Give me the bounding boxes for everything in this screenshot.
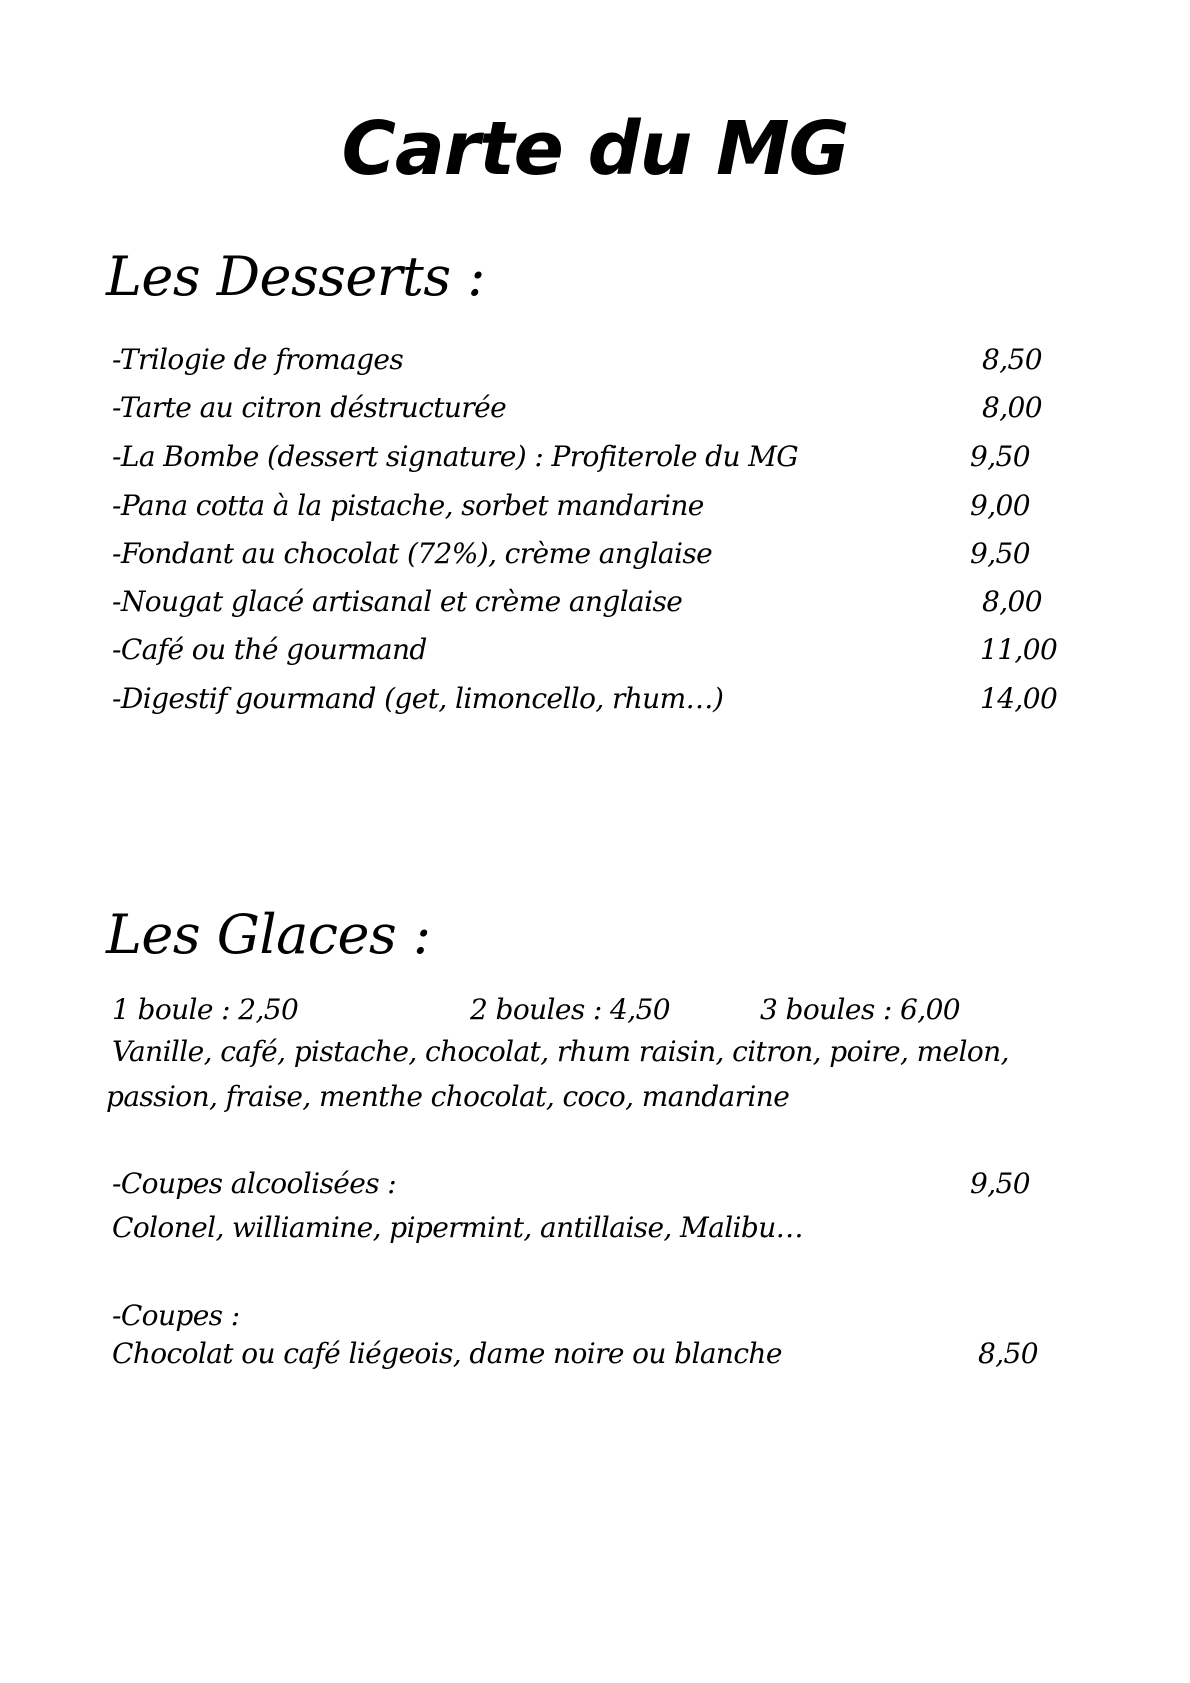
dessert-item <box>112 585 1072 624</box>
coupes-alcoolisees-detail: Colonel, williamine, pipermint, antillaise, Malibu… <box>112 1211 804 1244</box>
dessert-item-name: -Nougat glacé artisanal et crème anglaise <box>112 585 683 618</box>
coupes-alcoolisees-label: -Coupes alcoolisées : <box>112 1167 397 1200</box>
dessert-item <box>112 633 1072 672</box>
dessert-item-name: -Digestif gourmand (get, limoncello, rhum…) <box>112 682 724 715</box>
dessert-item <box>112 682 1072 721</box>
page-title: Carte du MG <box>341 106 849 192</box>
dessert-item <box>112 537 1072 576</box>
scoop-price-one: 1 boule : 2,50 <box>112 993 299 1026</box>
dessert-item <box>112 391 1072 430</box>
dessert-item-name: -Fondant au chocolat (72%), crème anglaise <box>112 537 713 570</box>
glaces-heading: Les Glaces : <box>106 903 431 966</box>
dessert-item-price: 9,00 <box>970 489 1030 522</box>
flavors-line-1: Vanille, café, pistache, chocolat, rhum raisin, citron, poire, melon, <box>112 1035 1009 1068</box>
dessert-item-price: 8,00 <box>982 391 1042 424</box>
coupes-detail: Chocolat ou café liégeois, dame noire ou blanche <box>112 1337 782 1370</box>
flavors-line-2: passion, fraise, menthe chocolat, coco, mandarine <box>106 1080 790 1113</box>
dessert-item-price: 9,50 <box>970 440 1030 473</box>
dessert-item <box>112 489 1072 528</box>
dessert-item-name: -La Bombe (dessert signature) : Profiterole du MG <box>112 440 799 473</box>
dessert-item <box>112 343 1072 382</box>
coupes-price: 8,50 <box>978 1337 1038 1370</box>
dessert-item-name: -Tarte au citron déstructurée <box>112 391 507 424</box>
scoop-price-two: 2 boules : 4,50 <box>470 993 671 1026</box>
dessert-item-price: 9,50 <box>970 537 1030 570</box>
coupes-alcoolisees-price: 9,50 <box>970 1167 1030 1200</box>
dessert-item-price: 8,50 <box>982 343 1042 376</box>
dessert-item-price: 11,00 <box>980 633 1058 666</box>
coupes-label: -Coupes : <box>112 1299 240 1332</box>
scoop-price-three: 3 boules : 6,00 <box>760 993 961 1026</box>
dessert-item-name: -Café ou thé gourmand <box>112 633 427 666</box>
desserts-heading: Les Desserts : <box>106 245 485 308</box>
dessert-item <box>112 440 1072 479</box>
dessert-item-price: 8,00 <box>982 585 1042 618</box>
dessert-item-name: -Pana cotta à la pistache, sorbet mandarine <box>112 489 704 522</box>
dessert-item-name: -Trilogie de fromages <box>112 343 404 376</box>
dessert-item-price: 14,00 <box>980 682 1058 715</box>
